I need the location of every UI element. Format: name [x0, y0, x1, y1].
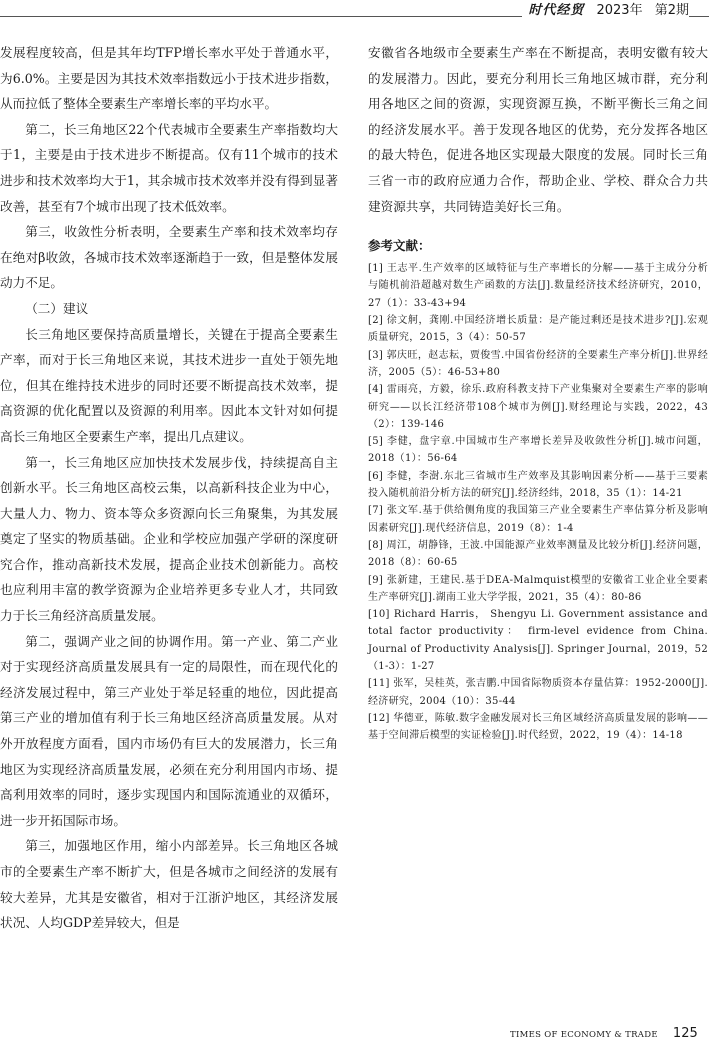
reference-item: [12] 华德亚，陈敏.数字金融发展对长三角区域经济高质量发展的影响——基于空间滞后模型的实证检验[J].时代经贸，2022，19（4）：14-18	[368, 712, 708, 742]
reference-item: [4] 雷雨亮，方毅，徐乐.政府科教支持下产业集聚对全要素生产率的影响研究——以长江经济带108个城市为例[J].财经理论与实践，2022，43（2）：139-146	[368, 384, 708, 430]
body-paragraph: 长三角地区要保持高质量增长，关键在于提高全要素生产率，而对于长三角地区来说，其技术进步一直处于领先地位，但其在维持技术进步的同时还要不断提高技术效率，提高资源的优化配置以及资源的利用率。因此本文针对如何提高长三角地区全要素生产率，提出几点建议。	[0, 326, 338, 444]
reference-item: [5] 李健，盘宇章.中国城市生产率增长差异及收敛性分析[J].城市问题，2018（1）：56-64	[368, 436, 708, 465]
body-paragraph: 第三，收敛性分析表明，全要素生产率和技术效率均存在绝对β收敛，各城市技术效率逐渐趋于一致，但是整体发展动力不足。	[0, 224, 338, 291]
page-header	[0, 0, 709, 24]
body-paragraph: 安徽省各地级市全要素生产率在不断提高，表明安徽有较大的发展潜力。因此，要充分利用长三角地区城市群，充分利用各地区之间的资源，实现资源互换，不断平衡长三角之间的经济发展水平。善于发现各地区的优势，充分发挥各地区的最大特色，促进各地区实现最大限度的发展。同时长三角三省一市的政府应通力合作，帮助企业、学校、群众合力共建资源共享，共同铸造美好长三角。	[368, 45, 708, 214]
reference-item: [11] 张军，吴桂英，张吉鹏.中国省际物质资本存量估算：1952-2000[J].经济研究，2004（10）：35-44	[368, 678, 708, 707]
footer-journal-name: TIMES OF ECONOMY & TRADE	[510, 1030, 658, 1040]
reference-item: [7] 张文军.基于供给侧角度的我国第三产业全要素生产率估算分析及影响因素研究[J].现代经济信息，2019（8）：1-4	[368, 505, 708, 534]
section-heading: （二）建议	[25, 300, 89, 316]
page-number: 125	[672, 1026, 698, 1041]
page-footer	[510, 1022, 709, 1041]
reference-list	[368, 260, 708, 744]
header-year: 2023年	[596, 3, 643, 18]
reference-item: [3] 郭庆旺，赵志耘，贾俊雪.中国省份经济的全要素生产率分析[J].世界经济，2005（5）：46-53+80	[368, 349, 708, 378]
header-issue: 第2期	[654, 3, 689, 18]
right-column	[368, 40, 708, 744]
body-paragraph: 第二，强调产业之间的协调作用。第一产业、第二产业对于实现经济高质量发展具有一定的局限性，而在现代化的经济发展过程中，第三产业处于举足轻重的地位，因此提高第三产业的增加值有利于长三角地区经济高质量发展。从对外开放程度方面看，国内市场仍有巨大的发展潜力，长三角地区为实现经济高质量发展，必须在充分利用国内市场、提高利用效率的同时，逐步实现国内和国际流通业的双循环，进一步开拓国际市场。	[0, 633, 338, 828]
body-paragraph: 第一，长三角地区应加快技术发展步伐，持续提高自主创新水平。长三角地区高校云集，以高新科技企业为中心，大量人力、物力、资本等众多资源向长三角聚集，为其发展奠定了坚实的物质基础。企业和学校应加强产学研的深度研究合作，推动高新技术发展，提高企业技术创新能力。高校也应利用丰富的教学资源为企业培养更多专业人才，共同致力于长三角经济高质量发展。	[0, 454, 338, 624]
reference-item: [10] Richard Harris， Shengyu Li. Government assistance and total factor productivity： firm-level evidence from China. Journal of Productivity Analysis[J]. Springer Journal，2019，52（1-3）：1-27	[368, 609, 708, 672]
body-paragraph: 发展程度较高，但是其年均TFP增长率水平处于普通水平，为6.0%。主要是因为其技术效率指数远小于技术进步指数，从而拉低了整体全要素生产率增长率的平均水平。	[0, 45, 338, 112]
reference-item: [1] 王志平.生产效率的区域特征与生产率增长的分解——基于主成分分析与随机前沿超越对数生产函数的方法[J].数量经济技术经济研究，2010，27（1）：33-43+94	[368, 263, 708, 309]
reference-item: [8] 周江，胡静锋，王波.中国能源产业效率测量及比较分析[J].经济问题，2018（8）：60-65	[368, 539, 708, 569]
reference-item: [6] 李健，李澍.东北三省城市生产效率及其影响因素分析——基于三要素投入随机前沿分析方法的研究[J].经济经纬，2018，35（1）：14-21	[368, 470, 708, 500]
references-title: 参考文献：	[368, 238, 431, 254]
body-paragraph: 第三，加强地区作用，缩小内部差异。长三角地区各城市的全要素生产率不断扩大，但是各城市之间经济的发展有较大差异，尤其是安徽省，相对于江浙沪地区，其经济发展状况、人均GDP差异较大，但是	[0, 838, 338, 931]
left-column	[0, 40, 338, 936]
reference-item: [9] 张新建，王建民.基于DEA-Malmquist模型的安徽省工业企业全要素生产率研究[J].湖南工业大学学报，2021，35（4）：80-86	[368, 574, 708, 603]
body-paragraph: 第二，长三角地区22个代表城市全要素生产率指数均大于1，主要是由于技术进步不断提高。仅有11个城市的技术进步和技术效率均大于1，其余城市技术效率并没有得到显著改善，甚至有7个城市出现了技术低效率。	[0, 121, 338, 214]
journal-brand: 时代经贸	[528, 3, 585, 18]
reference-item: [2] 徐文舸，龚刚.中国经济增长质量：是产能过剩还是技术进步?[J].宏观质量研究，2015，3（4）：50-57	[368, 315, 708, 344]
header-text	[522, 0, 689, 18]
